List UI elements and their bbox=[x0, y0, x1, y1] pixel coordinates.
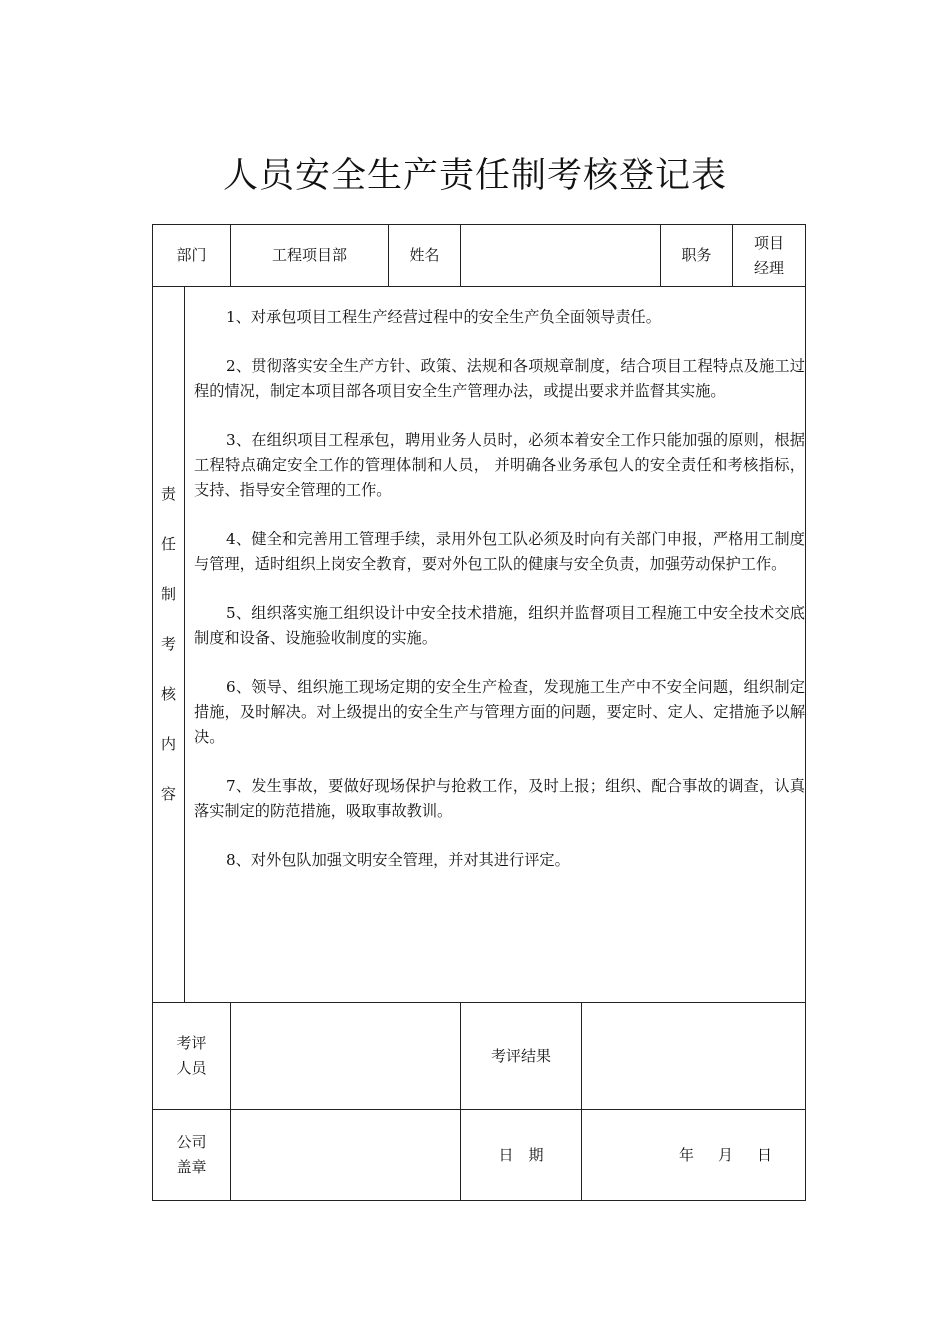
row-divider-header bbox=[153, 286, 805, 287]
responsibility-side-label-text: 责任制考核内容 bbox=[160, 485, 176, 803]
responsibility-item-6: 6、领导、组织施工现场定期的安全生产检查，发现施工生产中不安全问题，组织制定措施，及时解决。对上级提出的安全生产与管理方面的问题，要定时、定人、定措施予以解决。 bbox=[194, 678, 805, 746]
responsibility-item-5: 5、组织落实施工组织设计中安全技术措施，组织并监督项目工程施工中安全技术交底制度和设备、设施验收制度的实施。 bbox=[194, 604, 805, 647]
evaluator-label bbox=[153, 1003, 230, 1109]
result-label: 考评结果 bbox=[490, 1046, 551, 1065]
responsibility-item-3: 3、在组织项目工程承包，聘用业务人员时，必须本着安全工作只能加强的原则，根据工程特点确定安全工作的管理体制和人员， 并明确各业务承包人的安全责任和考核指标，支持、指导安全管理的工作。 bbox=[194, 431, 805, 499]
position-value-line1: 项目 bbox=[753, 233, 784, 252]
dept-label: 部门 bbox=[176, 246, 207, 264]
responsibility-item-7: 7、发生事故，要做好现场保护与抢救工作，及时上报；组织、配合事故的调查，认真落实制定的防范措施，吸取事故教训。 bbox=[194, 777, 805, 820]
date-month: 月 bbox=[717, 1145, 733, 1164]
position-value[interactable] bbox=[733, 225, 805, 286]
name-label: 姓名 bbox=[409, 246, 440, 264]
page-title: 人员安全生产责任制考核登记表 bbox=[222, 156, 727, 196]
result-value[interactable] bbox=[582, 1003, 805, 1109]
evaluator-label-line1: 考评 bbox=[176, 1034, 207, 1052]
position-value-line2: 经理 bbox=[753, 258, 784, 277]
seal-label-line1: 公司 bbox=[176, 1133, 207, 1151]
name-value[interactable] bbox=[461, 225, 660, 286]
responsibility-item-4: 4、健全和完善用工管理手续，录用外包工队必须及时向有关部门申报，严格用工制度与管理，适时组织上岗安全教育，要对外包工队的健康与安全负责，加强劳动保护工作。 bbox=[194, 530, 805, 573]
date-value[interactable] bbox=[582, 1110, 805, 1200]
evaluator-label-line2: 人员 bbox=[176, 1059, 207, 1077]
date-parts bbox=[679, 1143, 772, 1168]
responsibility-item-2: 2、贯彻落实安全生产方针、政策、法规和各项规章制度，结合项目工程特点及施工过程的情况，制定本项目部各项目安全生产管理办法，或提出要求并监督其实施。 bbox=[194, 357, 805, 400]
registration-form bbox=[152, 224, 806, 1201]
position-label: 职务 bbox=[681, 246, 712, 264]
dept-value[interactable]: 工程项目部 bbox=[271, 246, 347, 264]
date-label: 日 期 bbox=[498, 1145, 544, 1164]
seal-label bbox=[153, 1110, 230, 1200]
date-year: 年 bbox=[678, 1145, 694, 1164]
responsibility-side-label bbox=[153, 287, 184, 1001]
seal-value[interactable] bbox=[231, 1110, 460, 1200]
seal-label-line2: 盖章 bbox=[176, 1158, 207, 1176]
evaluator-value[interactable] bbox=[231, 1003, 460, 1109]
content-col-divider bbox=[184, 287, 185, 1002]
responsibility-item-1: 1、对承包项目工程生产经营过程中的安全生产负全面领导责任。 bbox=[226, 308, 661, 326]
date-day: 日 bbox=[757, 1145, 773, 1164]
responsibility-item-8: 8、对外包队加强文明安全管理，并对其进行评定。 bbox=[226, 851, 570, 869]
responsibility-content bbox=[194, 305, 805, 897]
